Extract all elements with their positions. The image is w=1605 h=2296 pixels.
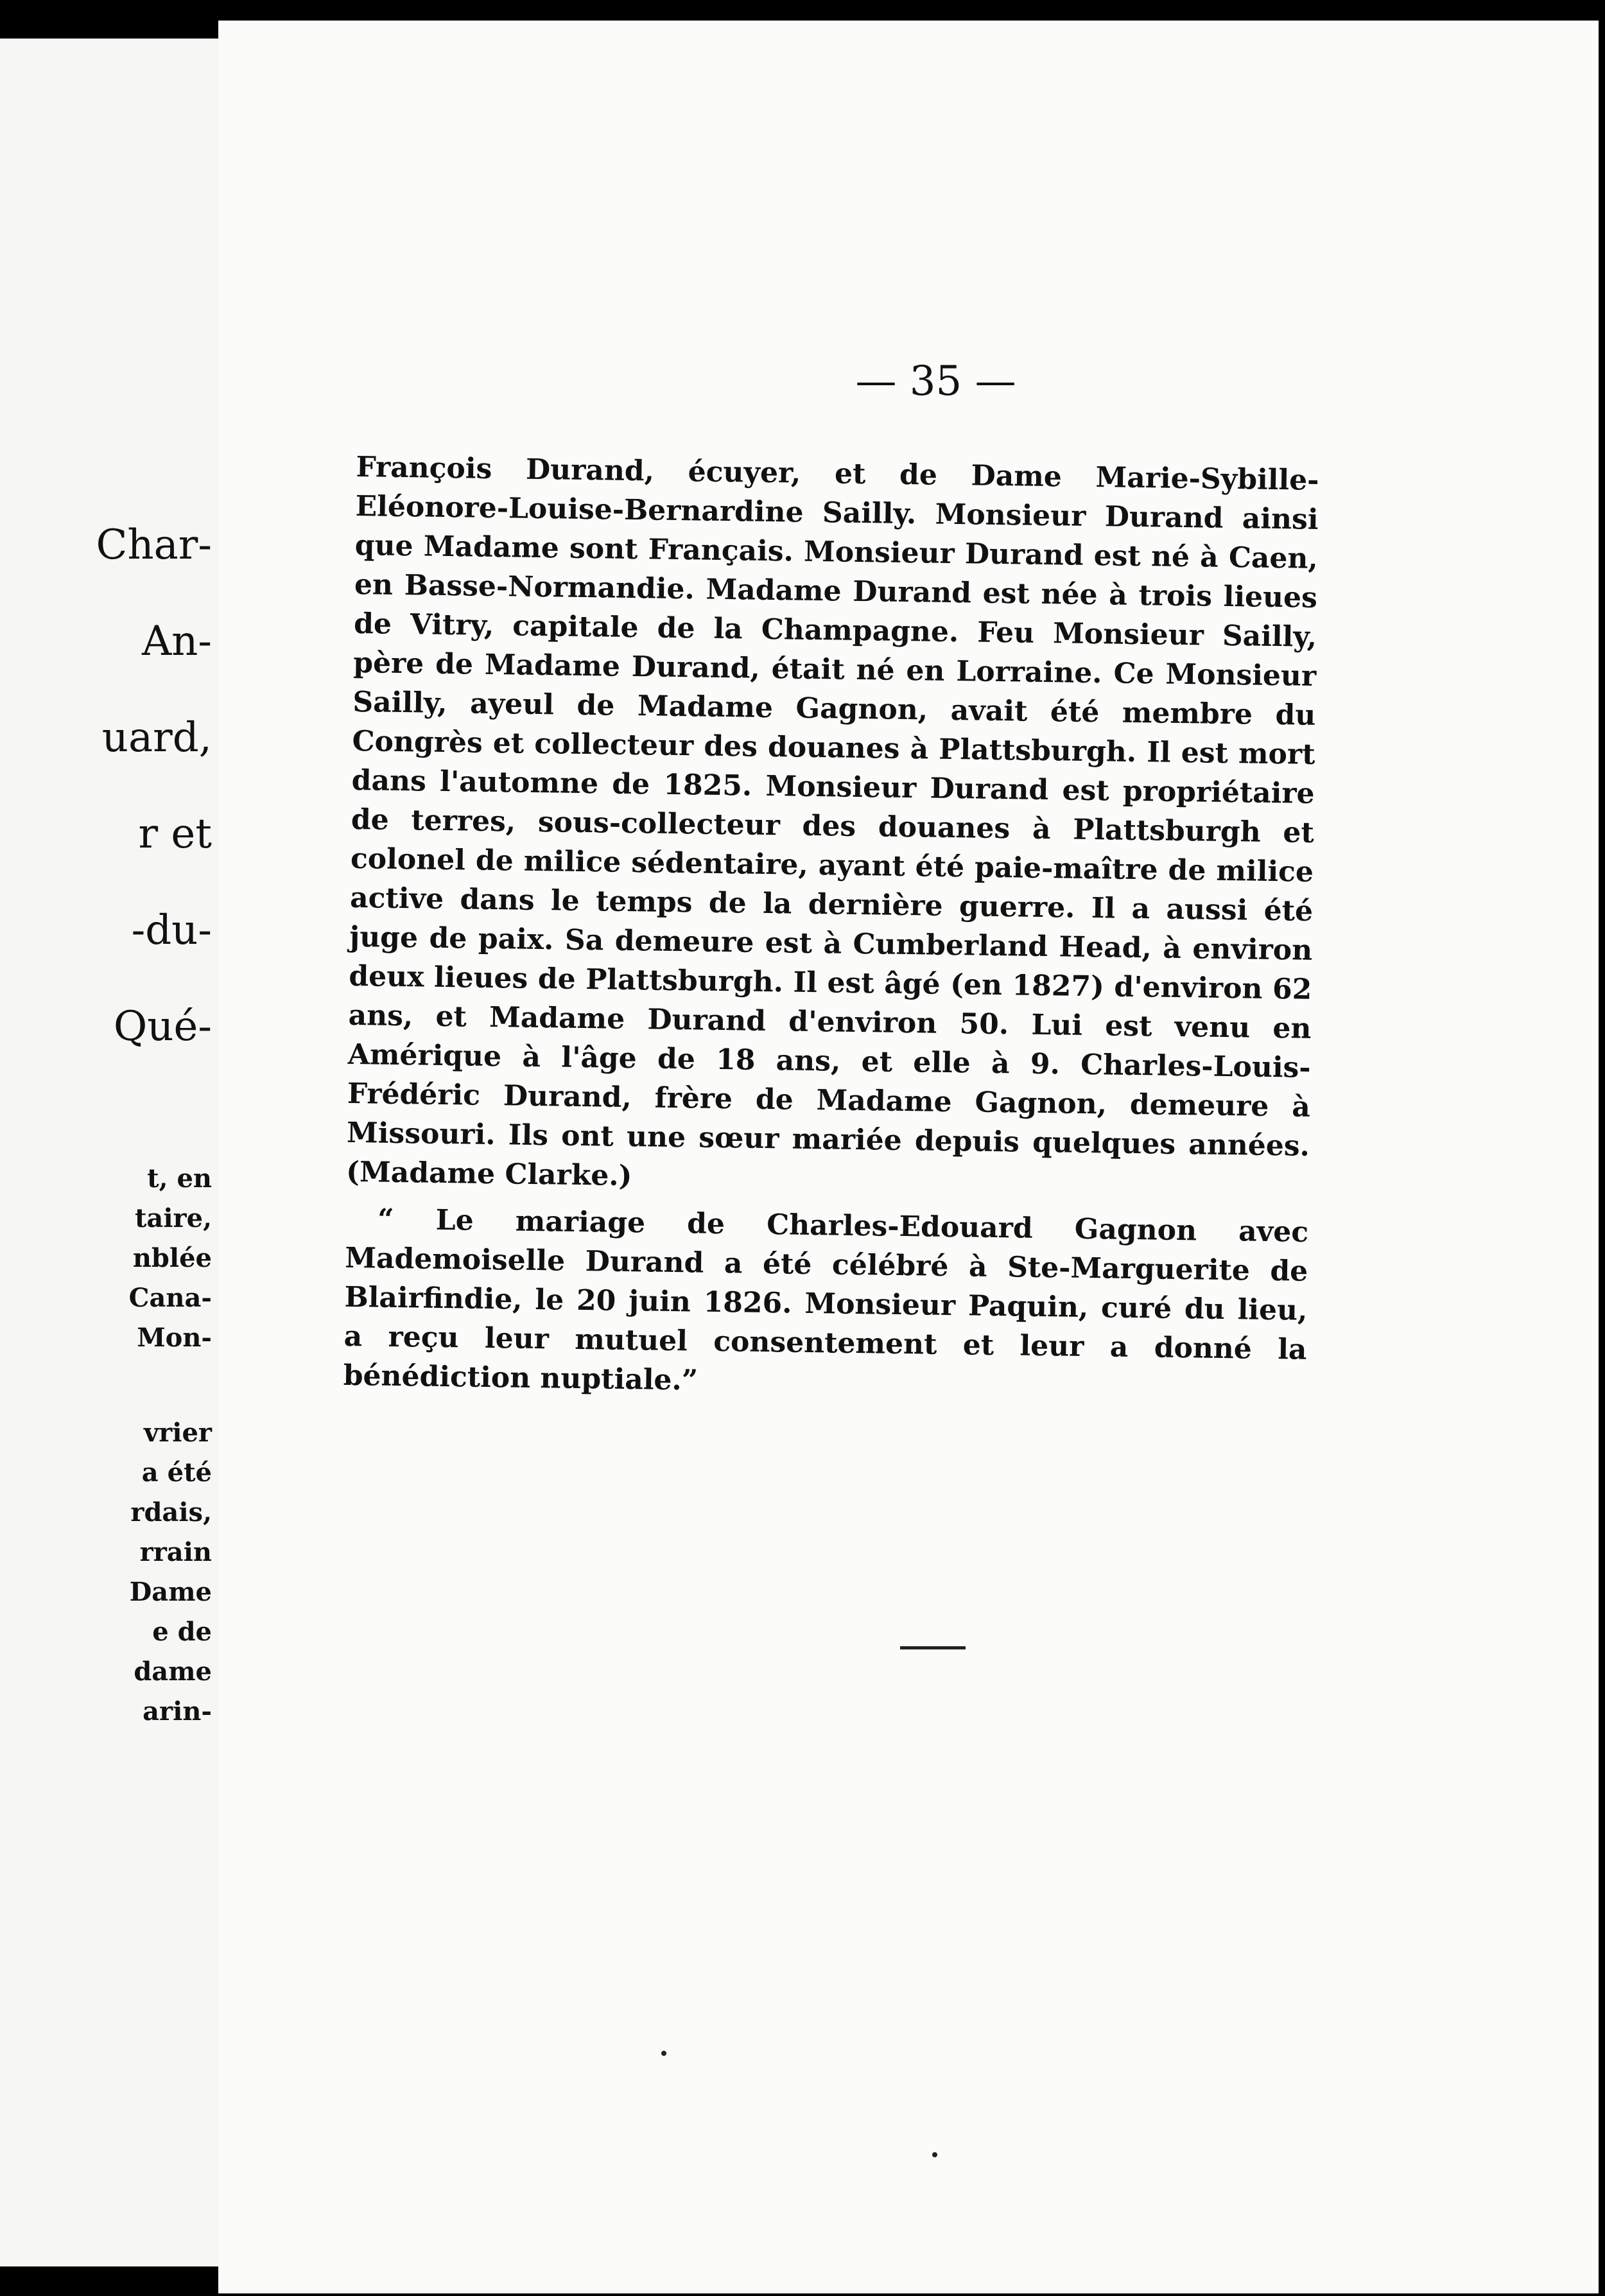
left-page-fragment: rdais, (130, 1497, 212, 1527)
left-page-fragment: a été (141, 1457, 212, 1488)
left-page-fragment: Dame (129, 1577, 212, 1607)
section-end-rule (900, 1646, 966, 1649)
left-page-fragment: Mon- (137, 1323, 212, 1353)
left-page-fragment: arin- (143, 1696, 212, 1726)
left-page-fragment: t, en (147, 1163, 212, 1194)
body-text (343, 448, 1319, 1409)
page-speck (932, 2152, 937, 2157)
left-page-fragment: nblée (132, 1243, 212, 1273)
paragraph: François Durand, écuyer, et de Dame Marie-Sybille-Eléonore-Louise-Bernardine Sailly. Monsieur Durand ainsi que Madame sont Français. Monsieur Durand est né à Caen, en Basse-Normandie. Madame Durand est née à trois lieues de Vitry, capitale de la Champagne. Feu Monsieur Sailly, père de Madame Durand, était né en Lorraine. Ce Monsieur Sailly, ayeul de Madame Gagnon, avait été membre du Congrès et collecteur des douanes à Plattsburgh. Il est mort dans l'automne de 1825. Monsieur Durand est propriétaire de terres, sous-collecteur des douanes à Plattsburgh et colonel de milice sédentaire, ayant été paie-maître de milice active dans le temps de la dernière guerre. Il a aussi été juge de paix. Sa demeure est à Cumberland Head, à environ deux lieues de Plattsburgh. Il est âgé (en 1827) d'environ 62 ans, et Madame Durand d'environ 50. Lui est venu en Amérique à l'âge de 18 ans, et elle à 9. Charles-Louis-Frédéric Durand, frère de Madame Gagnon, demeure à Missouri. Ils ont une sœur mariée depuis quelques années. (Madame Clarke.) (345, 450, 1319, 1193)
left-page-fragment: rrain (139, 1537, 212, 1567)
left-page-fragment: -du- (131, 907, 212, 954)
page-speck (661, 2051, 666, 2056)
page-number: — 35 — (855, 358, 1016, 405)
left-page-fragment: Cana- (128, 1283, 212, 1313)
left-page-fragment: dame (134, 1657, 212, 1687)
left-page-fragment: taire, (134, 1203, 212, 1233)
right-page (218, 21, 1599, 2293)
left-page-fragment: uard, (101, 714, 212, 761)
left-page-fragment: r et (138, 810, 212, 858)
paragraph: “ Le mariage de Charles-Edouard Gagnon avec Mademoiselle Durand a été célébré à Ste-Marguerite de Blairfindie, le 20 juin 1826. Monsieur Paquin, curé du lieu, a reçu leur mutuel consentement et leur a donné la bénédiction nuptiale.” (343, 1203, 1309, 1397)
left-page-edge (0, 39, 223, 2266)
left-page-fragment: vrier (143, 1418, 212, 1448)
left-page-fragment: Char- (96, 521, 212, 569)
left-page-fragment: An- (141, 618, 212, 665)
left-page-fragment: Qué- (113, 1003, 212, 1050)
left-page-fragment: e de (152, 1617, 212, 1647)
